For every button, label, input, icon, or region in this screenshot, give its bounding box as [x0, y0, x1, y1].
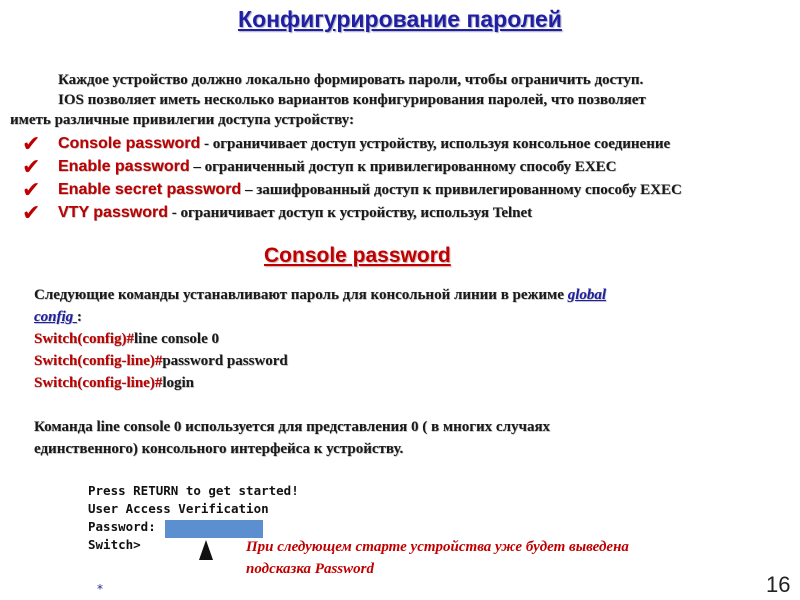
note [246, 536, 629, 580]
bullet-desc: – зашифрованный доступ к привилегированному способу EXEC [241, 182, 682, 198]
command-line: Switch(config)#line console 0 [34, 331, 219, 347]
list-item [22, 180, 792, 203]
section-subtitle: Console password [264, 244, 451, 267]
page-number: 16 [766, 572, 791, 597]
intro-line-2: IOS позволяет иметь несколько вариантов конфигурирования паролей, что позволяет [58, 92, 646, 108]
intro-line-3: иметь различные привилегии доступа устройству: [10, 112, 354, 128]
global-config-term: config [34, 309, 77, 325]
command-block [34, 284, 734, 460]
note-line-2: подсказка Password [246, 561, 374, 577]
intro-line-1: Каждое устройство должно локально формировать пароли, чтобы ограничить доступ. [58, 72, 644, 88]
bullet-desc: - ограничивает доступ к устройству, используя Telnet [167, 205, 533, 221]
password-types-list [22, 134, 792, 226]
arrow-up-icon [199, 540, 213, 560]
global-config-term: global [567, 287, 607, 303]
terminal-line: Switch> [88, 537, 141, 552]
command-intro: Следующие команды устанавливают пароль для консольной линии в режиме global [34, 287, 607, 303]
terminal-line: Password: [88, 519, 156, 534]
list-item [22, 203, 792, 226]
slide-title: Конфигурирование паролей [238, 6, 562, 32]
footer-mark: * [97, 582, 103, 596]
bullet-term: Enable password [58, 158, 190, 175]
command-line: Switch(config-line)#password password [34, 353, 288, 369]
checkmark-icon: ✔ [22, 132, 41, 157]
bullet-desc: – ограниченный доступ к привилегированному способу EXEC [189, 159, 617, 175]
command-line: Switch(config-line)#login [34, 375, 195, 391]
command-intro-cont: config : [34, 309, 82, 325]
terminal-line: User Access Verification [88, 501, 269, 516]
checkmark-icon: ✔ [22, 178, 41, 203]
explanation-line-2: единственного) консольного интерфейса к устройству. [34, 441, 404, 457]
bullet-term: Console password [58, 135, 201, 152]
bullet-desc: - ограничивает доступ устройству, используя консольное соединение [200, 136, 671, 152]
list-item [22, 134, 792, 157]
checkmark-icon: ✔ [22, 201, 41, 226]
terminal-line: Press RETURN to get started! [88, 483, 299, 498]
explanation-line-1: Команда line console 0 используется для представления 0 ( в многих случаях [34, 419, 551, 435]
list-item [22, 157, 792, 180]
note-line-1: При следующем старте устройства уже будет выведена [246, 539, 629, 555]
checkmark-icon: ✔ [22, 155, 41, 180]
bullet-term: VTY password [58, 204, 168, 221]
bullet-term: Enable secret password [58, 181, 242, 198]
